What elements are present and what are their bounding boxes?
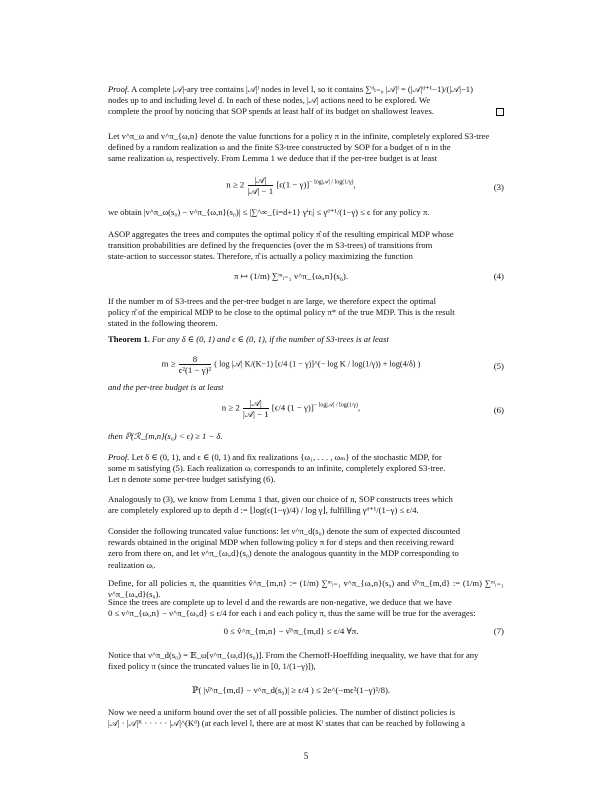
eq6-rhs: [ϵ/4 (1 − γ)]	[271, 402, 314, 413]
eq3-denominator: |𝒜| − 1	[247, 186, 274, 196]
page-number: 5	[303, 751, 309, 761]
line: Let v^π_ω and v^π_{ω,n} denote the value functions for a policy π in the infinite, completely explored S3-tree	[108, 131, 490, 141]
equation-4-label: (4)	[493, 271, 504, 281]
eq6-lhs: n ≥ 2	[221, 402, 240, 413]
equation-3-label: (3)	[493, 182, 504, 192]
eq6-tail: ,	[358, 402, 361, 413]
theorem-conclusion	[108, 431, 504, 442]
theorem-label: Theorem 1.	[108, 334, 150, 344]
equation-7	[108, 625, 504, 641]
equation-3	[108, 175, 504, 199]
line: zero from there on, and let ν^π_{ωᵢ,d}(s₀) denote the analogous quantity in the MDP corresponding to	[108, 548, 459, 559]
line: Analogously to (3), we know from Lemma 1 that, given our choice of n, SOP constructs trees which	[108, 494, 453, 504]
line: Let δ ∈ (0, 1), and ϵ ∈ (0, 1) and fix realizations {ω₁, . . . , ωₘ} of the stochastic MDP, for	[131, 452, 442, 462]
line: Define, for all policies π, the quantities v̂^π_{m,n} := (1/m) ∑ᵐᵢ₌₁ v^π_{ωᵢ,n}(s₀) and ν̂^π_{m,d} := (1/m) ∑ᵐᵢ₌₁ ν^π_{ωᵢ,d}(s₀).	[108, 578, 504, 600]
line: policy π̂ of the empirical MDP to be close to the optimal policy π* of the true MDP. This is the result	[108, 307, 455, 318]
budget-condition	[108, 382, 504, 393]
eq5-lhs: m ≥	[161, 358, 176, 369]
eq4-body: π ↦ (1/m) ∑ᵐᵢ₌₁ v^π_{ωᵢ,n}(s₀).	[233, 271, 349, 281]
eq3-tail: ,	[353, 179, 356, 190]
equation-7-label: (7)	[493, 626, 504, 636]
equation-4	[108, 270, 504, 290]
proof-line-2: nodes up to and including level d. In each of these nodes, |𝒜| actions need to be explored. We	[108, 95, 431, 106]
theorem-text: For any δ ∈ (0, 1) and ϵ ∈ (0, 1), if the number of S3-trees is at least	[152, 334, 389, 344]
eq3-exponent: − log|𝒜| / log(1/γ)	[309, 179, 354, 186]
eq5-numerator: 8	[192, 354, 198, 364]
equation-5-label: (5)	[493, 361, 504, 371]
line: Now we need a uniform bound over the set of all possible policies. The number of distinct policies is	[108, 707, 456, 717]
non-negative-paragraph	[108, 597, 504, 619]
chernoff-paragraph	[108, 650, 504, 672]
line: ASOP aggregates the trees and computes the optimal policy π̂ of the resulting empirical MDP whose	[108, 229, 454, 239]
line: 0 ≤ v^π_{ωᵢ,n} − ν^π_{ωᵢ,d} ≤ ϵ/4 for each i and each policy π, thus the same will be true for the averages:	[108, 608, 476, 619]
eq8-body: ℙ( |ν̂^π_{m,d} − ν^π_d(s₀)| ≥ ϵ/4 ) ≤ 2e^(−mϵ²(1−γ)²/8).	[191, 685, 391, 695]
line: stated in the following theorem.	[108, 318, 218, 329]
proof-label: Proof.	[108, 452, 130, 462]
eq6-exponent: − log|𝒜| / log(1/γ)	[313, 402, 359, 409]
line: Since the trees are complete up to level d and the rewards are non-negative, we deduce that we have	[108, 597, 452, 607]
eq3-numerator: |𝒜|	[254, 175, 267, 185]
line: rewards obtained in the original MDP when following policy π for d steps and then receiving reward	[108, 537, 454, 548]
theorem-statement	[108, 334, 504, 345]
line: Consider the following truncated value functions: let ν^π_d(s₀) denote the sum of expected discounted	[108, 526, 460, 536]
eq5-denominator: ϵ²(1 − γ)²	[178, 365, 212, 375]
eq7-body: 0 ≤ v̂^π_{m,n} − ν̂^π_{m,d} ≤ ϵ/4 ∀π.	[223, 626, 359, 636]
line: Notice that ν^π_d(s₀) = 𝔼_ω[ν^π_{ω,d}(s₀)]. From the Chernoff-Hoeffding inequality, we have that for any	[108, 650, 479, 660]
line: state-action to successor states. Therefore, π̂ is actually a policy maximizing the function	[108, 251, 413, 262]
line: we obtain |v^π_ω(s₀) − v^π_{ω,n}(s₀)| ≤ |∑^∞_{i=d+1} γⁱrᵢ| ≤ γᵈ⁺¹/(1−γ) ≤ ϵ for any policy π.	[108, 207, 430, 217]
equation-5	[108, 354, 504, 378]
bound-paragraph	[108, 207, 504, 218]
line: some m satisfying (5). Each realization ωᵢ corresponds to an infinite, completely explored S3-tree.	[108, 463, 446, 474]
equation-6-label: (6)	[493, 405, 504, 415]
proof-line-3: complete the proof by noticing that SOP spends at least half of its budget on shallowest leaves.	[108, 106, 434, 117]
line: then ℙ(ℛ_{m,n}(s₀) < ϵ) ≥ 1 − δ.	[108, 431, 223, 441]
eq3-rhs: [ϵ(1 − γ)]	[276, 179, 310, 190]
expectation-paragraph	[108, 296, 504, 330]
line: If the number m of S3-trees and the per-tree budget n are large, we therefore expect the optimal	[108, 296, 437, 306]
qed-square-icon	[496, 108, 504, 116]
line: same realization ω, respectively. From Lemma 1 we deduce that if the per-tree budget is at least	[108, 153, 437, 164]
line: fixed policy π (since the truncated values lie in [0, 1/(1−γ)]),	[108, 661, 316, 672]
line: Let n denote some per-tree budget satisfying (6).	[108, 474, 276, 485]
uniform-bound-paragraph	[108, 707, 504, 729]
line: are completely explored up to depth d := ⌊log(ϵ(1−γ)/4) / log γ⌋, fulfilling γᵈ⁺¹/(1−γ) ≤ ϵ/4.	[108, 505, 419, 516]
value-functions-paragraph	[108, 131, 504, 165]
equation-6	[108, 398, 504, 422]
eq6-numerator: |𝒜|	[249, 398, 262, 408]
proof-line-1: A complete |𝒜|-ary tree contains |𝒜|ˡ nodes in level l, so it contains ∑ᵈₗ₌₀ |𝒜|ˡ = (|𝒜|ᵈ⁺¹−1)/(|𝒜|−1)	[131, 84, 473, 94]
eq3-lhs: n ≥ 2	[226, 179, 245, 190]
truncated-values-paragraph	[108, 526, 504, 571]
line: |𝒜| · |𝒜|ᴷ · · · · · |𝒜|^(Kᵈ) (at each level l, there are at most Kˡ states that can be reached by following a	[108, 718, 465, 729]
chernoff-equation	[108, 684, 504, 700]
depth-paragraph	[108, 494, 504, 516]
proof-theorem-paragraph	[108, 452, 504, 486]
proof-lemma-paragraph	[108, 84, 504, 118]
line: realization ωᵢ.	[108, 559, 156, 570]
proof-label: Proof.	[108, 84, 130, 94]
eq5-body: ( log |𝒜| K/(K−1) [ϵ/4 (1 − γ)]^(− log K / log(1/γ)) + log(4/δ) )	[214, 359, 421, 369]
line: and the per-tree budget is at least	[108, 382, 224, 392]
line: defined by a random realization ω and the finite S3-tree constructed by SOP for a budget of n in the	[108, 142, 451, 153]
line: transition probabilities are defined by the frequencies (over the m S3-trees) of transitions from	[108, 240, 433, 251]
asop-paragraph	[108, 229, 504, 263]
eq6-denominator: |𝒜| − 1	[242, 409, 269, 419]
